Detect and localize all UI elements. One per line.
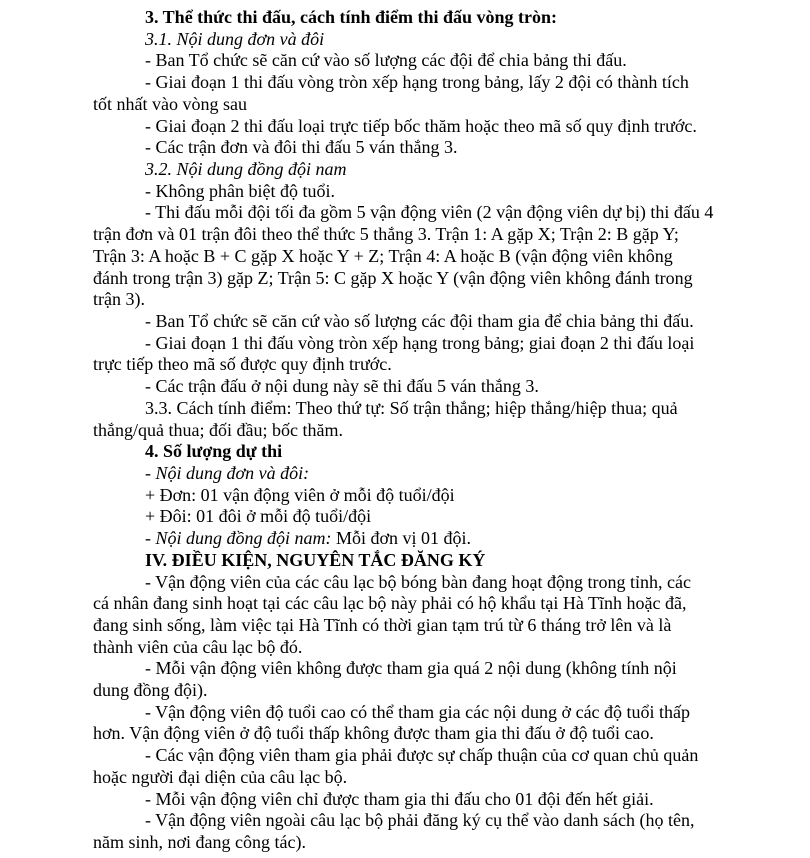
subheading-3-1: 3.1. Nội dung đơn và đôi — [145, 28, 325, 49]
heading-section-4: 4. Số lượng dự thi — [145, 441, 283, 462]
paragraph-line: + Đơn: 01 vận động viên ở mỗi độ tuổi/đội — [145, 484, 455, 505]
paragraph-line: - Mỗi vận động viên không được tham gia quá 2 nội dung (không tính nội — [145, 658, 677, 679]
paragraph-line: - Ban Tổ chức sẽ căn cứ vào số lượng các đội để chia bảng thi đấu. — [145, 50, 627, 71]
heading-section-iv: IV. ĐIỀU KIỆN, NGUYÊN TẮC ĐĂNG KÝ — [145, 549, 486, 570]
heading-section-3: 3. Thể thức thi đấu, cách tính điểm thi đấu vòng tròn: — [145, 7, 558, 27]
subheading-3-2: 3.2. Nội dung đồng đội nam — [145, 159, 347, 179]
paragraph-line: - Các vận động viên tham gia phải được sự chấp thuận của cơ quan chủ quản — [145, 745, 699, 766]
paragraph-line: - Các trận đấu ở nội dung này sẽ thi đấu 5 ván thắng 3. — [145, 376, 539, 397]
paragraph-line: - Giai đoạn 2 thi đấu loại trực tiếp bốc thăm hoặc theo mã số quy định trước. — [145, 115, 697, 136]
paragraph-line: hơn. Vận động viên ở độ tuổi thấp không được tham gia thi đấu ở độ tuổi cao. — [93, 723, 654, 744]
inline-italic-label: - Nội dung đồng đội nam: — [145, 528, 332, 549]
paragraph-line: đánh trong trận 3) gặp Z; Trận 5: C gặp X hoặc Y (vận động viên không đánh trong — [93, 267, 693, 288]
paragraph-line: - Mỗi vận động viên chỉ được tham gia thi đấu cho 01 đội đến hết giải. — [145, 788, 654, 809]
inline-text: Mỗi đơn vị 01 đội. — [331, 528, 472, 549]
paragraph-line: trận 3). — [93, 289, 145, 310]
paragraph-line: - Ban Tổ chức sẽ căn cứ vào số lượng các đội tham gia để chia bảng thi đấu. — [145, 310, 694, 331]
paragraph-line: - Thi đấu mỗi đội tối đa gồm 5 vận động viên (2 vận động viên dự bị) thi đấu 4 — [145, 202, 714, 223]
paragraph-line: - Nội dung đơn và đôi: — [145, 462, 310, 483]
paragraph-line: - Vận động viên ngoài câu lạc bộ phải đăng ký cụ thể vào danh sách (họ tên, — [145, 810, 695, 831]
paragraph-line: - Vận động viên của các câu lạc bộ bóng bàn đang hoạt động trong tỉnh, các — [145, 571, 691, 592]
paragraph-line: trận đơn và 01 trận đôi theo thể thức 5 thắng 3. Trận 1: A gặp X; Trận 2: B gặp Y; — [93, 224, 679, 245]
paragraph-line: trực tiếp theo mã số được quy định trước. — [93, 354, 392, 375]
paragraph-line: đang sinh sống, làm việc tại Hà Tĩnh có thời gian tạm trú từ 6 tháng trở lên và là — [93, 614, 672, 635]
paragraph-line — [145, 527, 471, 549]
paragraph-line: thành viên của câu lạc bộ đó. — [93, 636, 303, 657]
paragraph-line: - Giai đoạn 1 thi đấu vòng tròn xếp hạng trong bảng, lấy 2 đội có thành tích — [145, 72, 689, 93]
paragraph-line: hoặc người đại diện của câu lạc bộ. — [93, 766, 348, 787]
paragraph-line: 3.3. Cách tính điểm: Theo thứ tự: Số trận thắng; hiệp thắng/hiệp thua; quả — [145, 397, 678, 418]
paragraph-line: - Vận động viên độ tuổi cao có thể tham gia các nội dung ở các độ tuổi thấp — [145, 701, 691, 722]
paragraph-line: + Đôi: 01 đôi ở mỗi độ tuổi/đội — [145, 506, 372, 527]
paragraph-line: - Không phân biệt độ tuổi. — [145, 180, 335, 201]
paragraph-line: cá nhân đang sinh hoạt tại các câu lạc bộ này phải có hộ khẩu tại Hà Tĩnh hoặc đã, — [93, 593, 687, 614]
paragraph-line: - Các trận đơn và đôi thi đấu 5 ván thắng 3. — [145, 137, 458, 158]
paragraph-line: thắng/quả thua; đối đầu; bốc thăm. — [93, 419, 343, 440]
paragraph-line: - Giai đoạn 1 thi đấu vòng tròn xếp hạng trong bảng; giai đoạn 2 thi đấu loại — [145, 332, 695, 353]
paragraph-line: dung đồng đội). — [93, 680, 208, 700]
paragraph-line: tốt nhất vào vòng sau — [93, 93, 247, 114]
paragraph-line: năm sinh, nơi đang công tác). — [93, 832, 306, 852]
paragraph-line: Trận 3: A hoặc B + C gặp X hoặc Y + Z; Trận 4: A hoặc B (vận động viên không — [93, 245, 673, 266]
